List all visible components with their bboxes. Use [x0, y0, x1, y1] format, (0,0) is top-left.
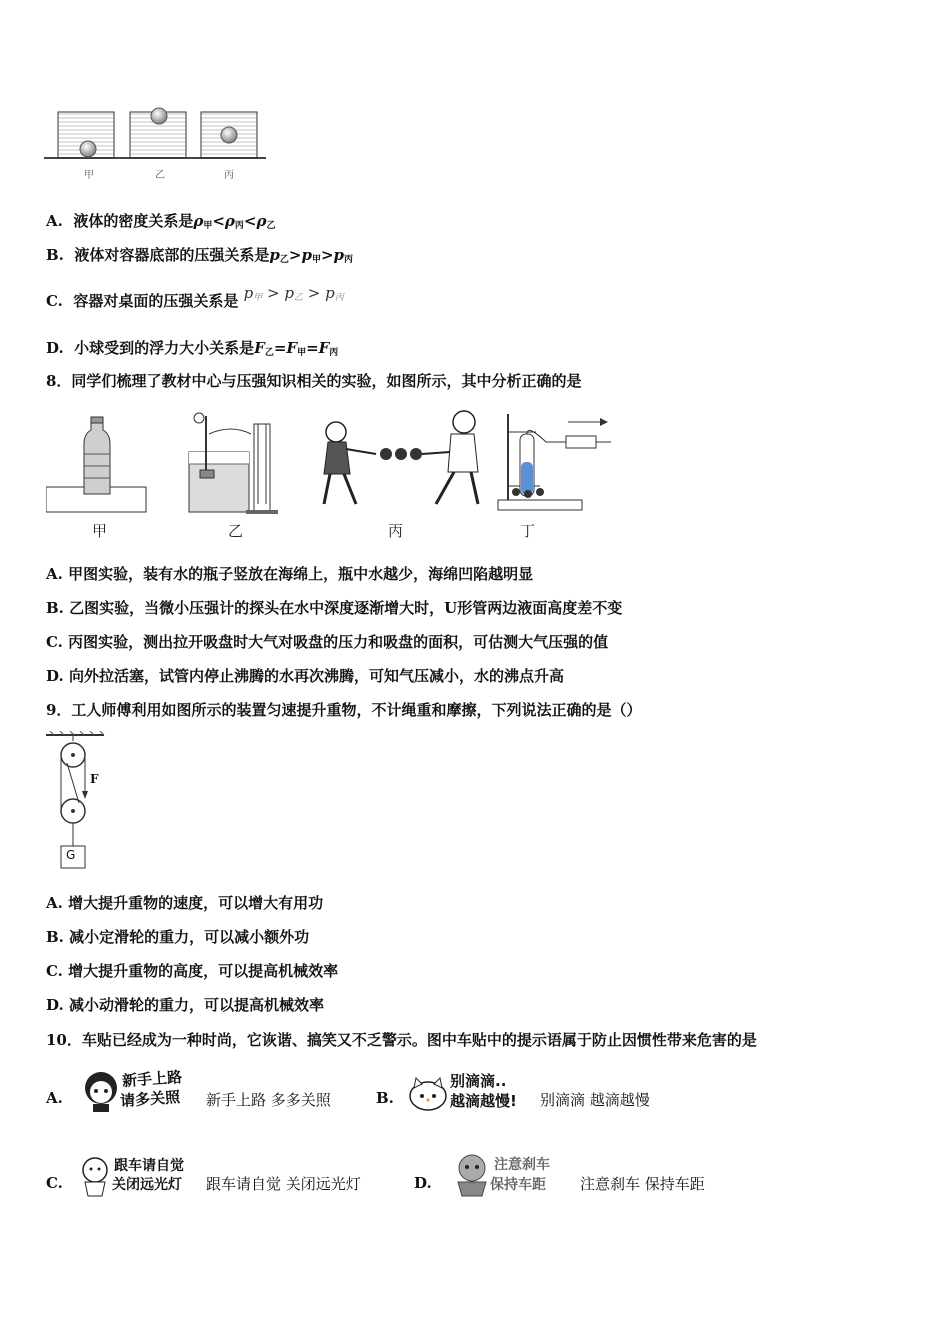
q9-force-label: F: [90, 772, 99, 786]
q8-stem: 8．同学们梳理了教材中心与压强知识相关的实验，如图所示，其中分析正确的是: [46, 372, 582, 390]
q9-option-b[interactable]: B. 减小定滑轮的重力，可以减小额外功: [46, 928, 310, 946]
ball-jia: [80, 141, 96, 157]
sticker-a-cartoon-icon: [80, 1068, 122, 1114]
q10-option-b-label[interactable]: B.: [376, 1089, 394, 1107]
q8-fig-label-yi: 乙: [228, 522, 244, 540]
q9-option-d[interactable]: D. 减小动滑轮的重力，可以提高机械效率: [46, 996, 324, 1014]
sticker-c-line2: 关闭远光灯: [112, 1177, 182, 1193]
q8-experiments-figure: [46, 404, 626, 519]
ball-yi: [151, 108, 167, 124]
q10-option-c-caption[interactable]: 跟车请自觉 关闭远光灯: [206, 1175, 361, 1193]
q8-option-a[interactable]: A. 甲图实验，装有水的瓶子竖放在海绵上，瓶中水越少，海绵凹陷越明显: [46, 565, 534, 583]
q8-option-d[interactable]: D. 向外拉活塞，试管内停止沸腾的水再次沸腾，可知气压减小，水的沸点升高: [46, 667, 564, 685]
q10-option-c-label[interactable]: C.: [46, 1174, 63, 1192]
q8-option-c[interactable]: C. 丙图实验，测出拉开吸盘时大气对吸盘的压力和吸盘的面积，可估测大气压强的值: [46, 633, 609, 651]
kids-pulling-suction-cups: [324, 411, 478, 504]
sticker-d-line1: 注意刹车: [494, 1157, 550, 1173]
q8-fig-label-bing: 丙: [388, 522, 404, 540]
q10-option-b-caption[interactable]: 别滴滴 越滴越慢: [540, 1091, 650, 1109]
q9-pulley-figure: [44, 731, 114, 871]
q7-fig-label-bing: 丙: [224, 170, 234, 181]
q9-option-c[interactable]: C. 增大提升重物的高度，可以提高机械效率: [46, 962, 339, 980]
ball-bing: [221, 127, 237, 143]
sticker-a-line1: 新手上路: [121, 1067, 183, 1091]
q7-fig-label-jia: 甲: [84, 170, 94, 181]
q9-stem: 9．工人师傅利用如图所示的装置匀速提升重物，不计绳重和摩擦，下列说法正确的是（）: [46, 701, 642, 719]
q9-option-a[interactable]: A. 增大提升重物的速度，可以增大有用功: [46, 894, 324, 912]
q7-option-d[interactable]: D. 小球受到的浮力大小关系是$F_乙=F_甲=F_丙$: [46, 339, 339, 358]
boiling-water-syringe: [498, 414, 611, 510]
sticker-b-kitty-icon: [406, 1074, 450, 1114]
q10-option-a-caption[interactable]: 新手上路 多多关照: [206, 1091, 331, 1109]
q10-option-a-label[interactable]: A.: [46, 1089, 63, 1107]
pressure-gauge: [189, 413, 278, 514]
q7-option-c[interactable]: C. 容器对桌面的压强关系是 $p_甲 > p_乙 > p_丙$: [46, 284, 344, 310]
sticker-c-line1: 跟车请自觉: [114, 1158, 184, 1174]
sticker-b-line1: 别滴滴..: [450, 1072, 507, 1090]
q10-stem: 10．车贴已经成为一种时尚，它诙谐、搞笑又不乏警示。图中车贴中的提示语属于防止因惯性带来危害的是: [46, 1031, 757, 1049]
q9-weight-label: G: [66, 848, 76, 862]
q7-option-a[interactable]: A. 液体的密度关系是$\rho_甲<\rho_丙<\rho_乙$: [46, 212, 276, 231]
q10-option-d-caption[interactable]: 注意刹车 保持车距: [580, 1175, 705, 1193]
q8-fig-label-ding: 丁: [520, 522, 536, 540]
bottle-on-sponge: [46, 417, 146, 512]
q7-option-b[interactable]: B. 液体对容器底部的压强关系是$p_乙>p_甲>p_丙$: [46, 246, 354, 265]
sticker-b-line2: 越滴越慢!: [450, 1092, 517, 1110]
sticker-d-line2: 保持车距: [490, 1177, 546, 1193]
q7-fig-label-yi: 乙: [155, 170, 165, 181]
sticker-a-line2: 请多关照: [119, 1087, 181, 1111]
q8-fig-label-jia: 甲: [92, 522, 108, 540]
sticker-d-cartoon-icon: [452, 1152, 492, 1198]
q8-option-b[interactable]: B. 乙图实验，当微小压强计的探头在水中深度逐渐增大时，U形管两边液面高度差不变: [46, 599, 623, 617]
sticker-c-cartoon-icon: [78, 1154, 112, 1198]
q10-option-d-label[interactable]: D.: [414, 1174, 432, 1192]
